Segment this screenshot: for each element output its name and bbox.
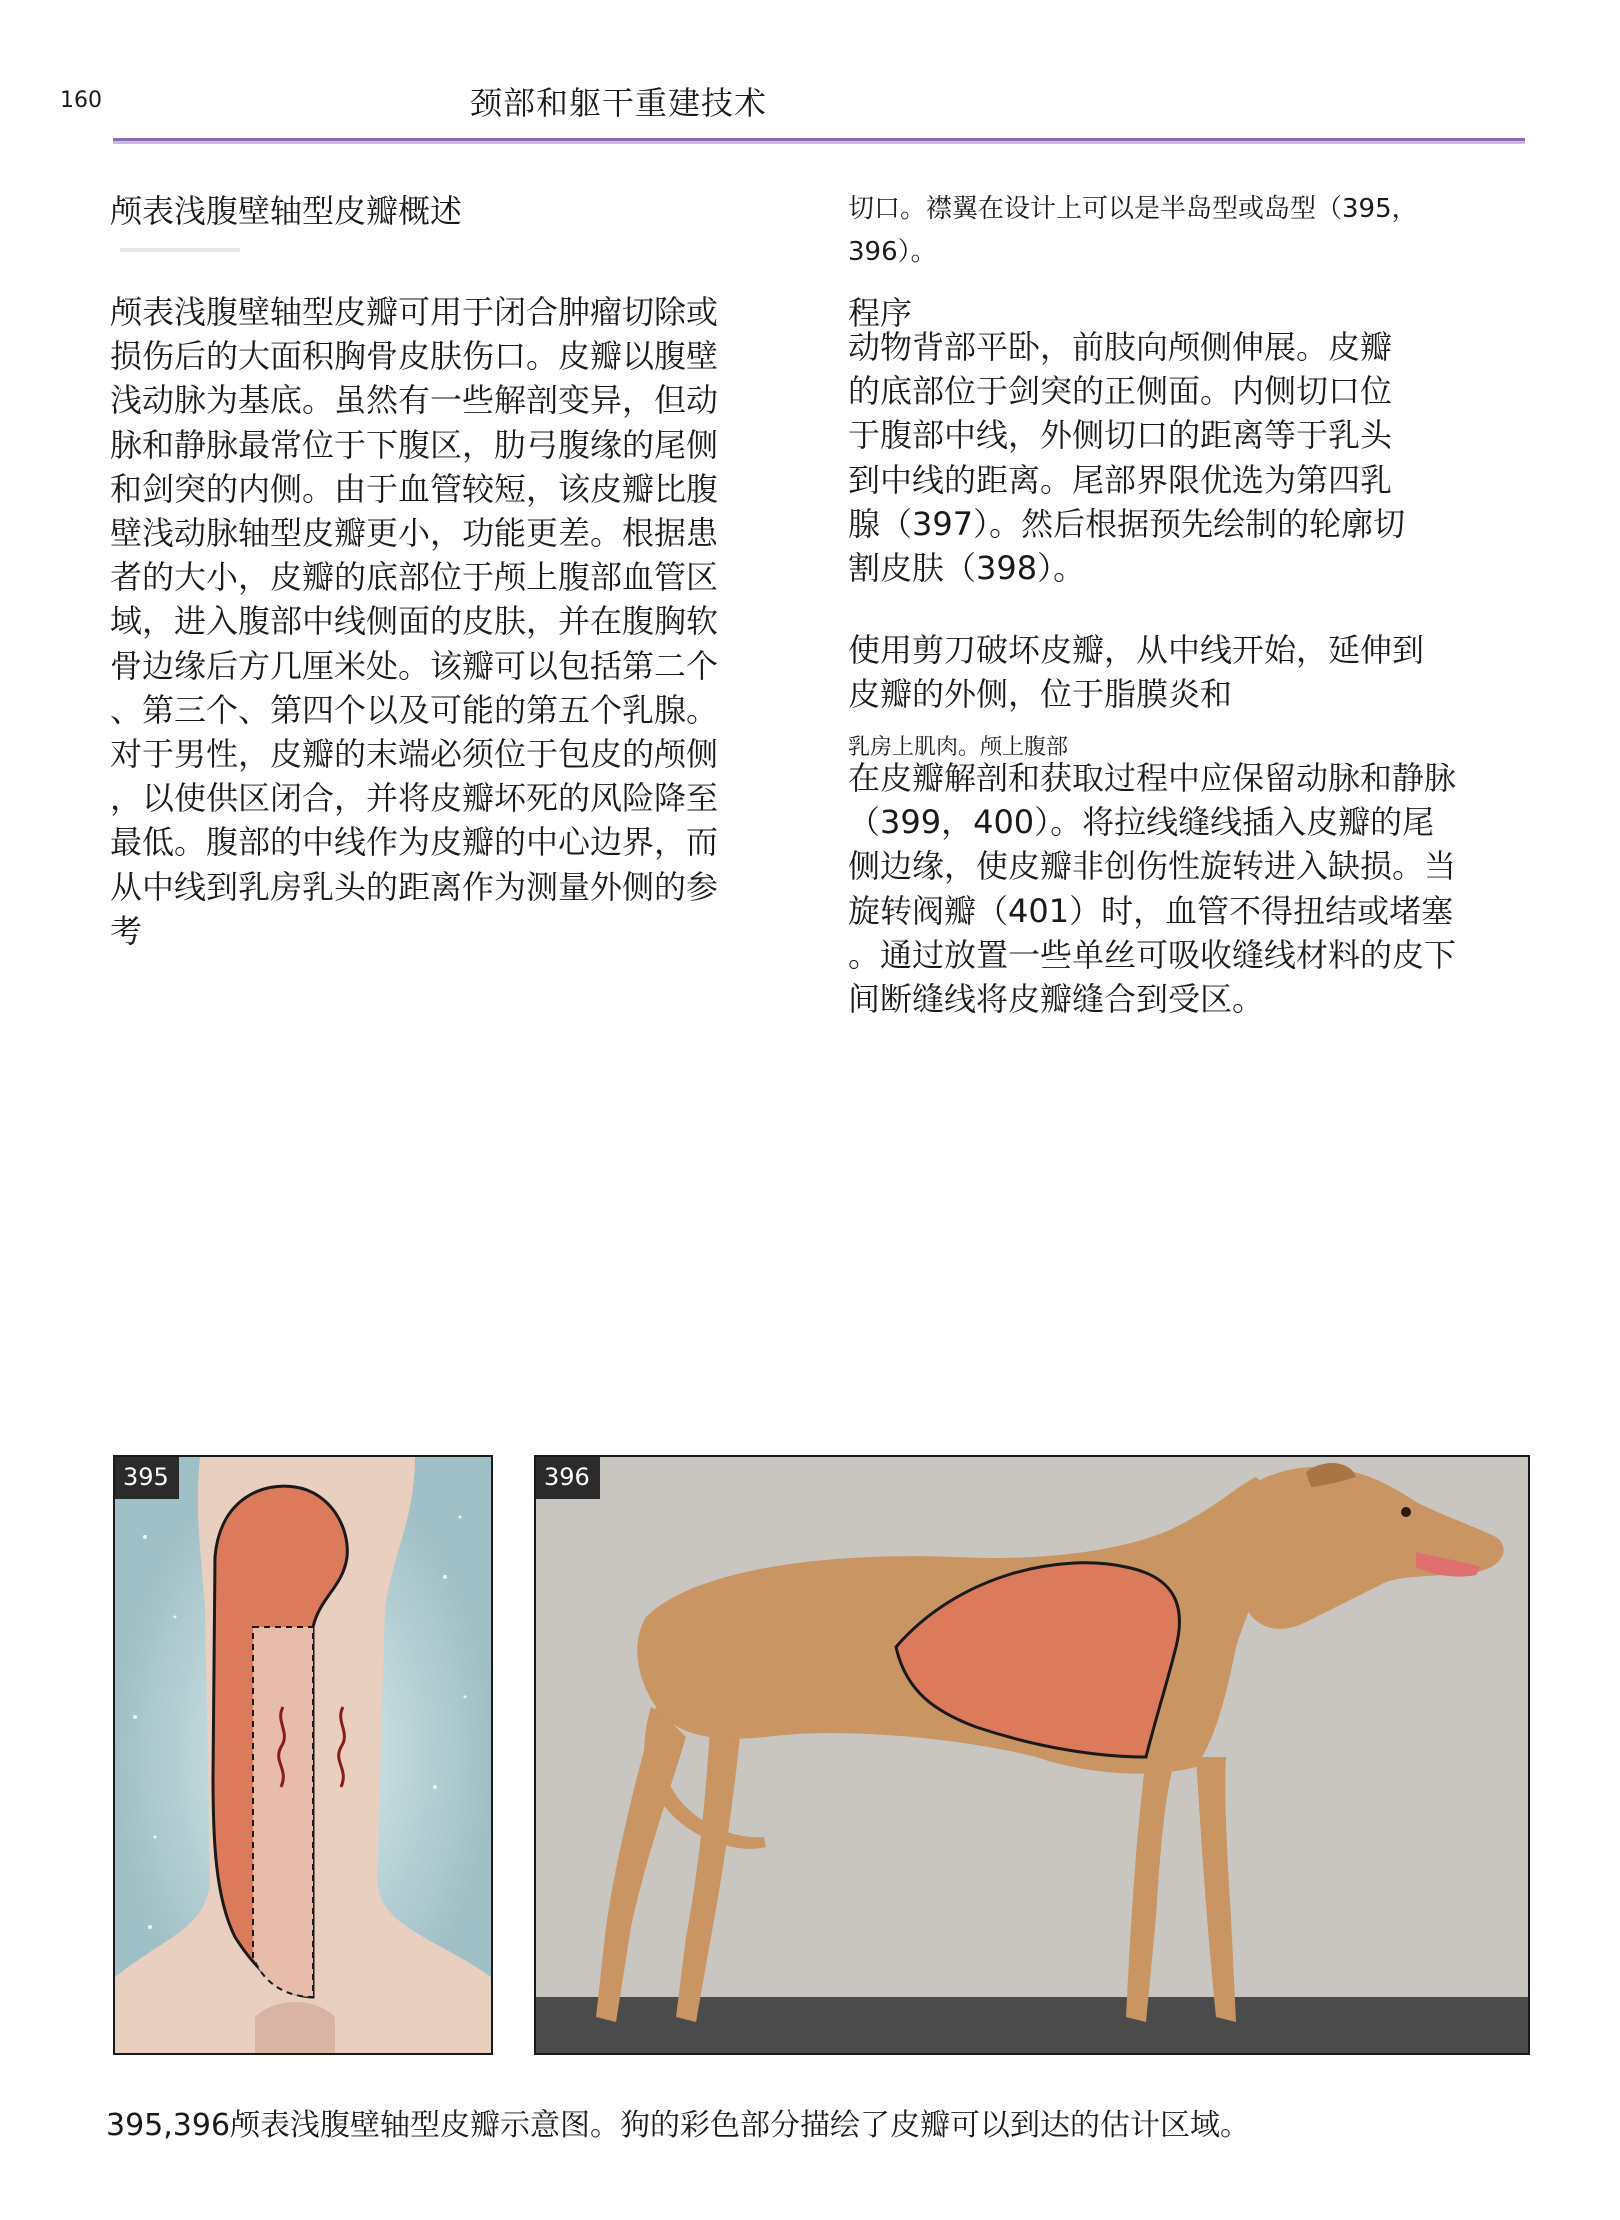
text-line: 到中线的距离。尾部界限优选为第四乳 [848,460,1393,499]
text-line: 切口。襟翼在设计上可以是半岛型或岛型（395， [848,194,1418,224]
text-line: 皮瓣的外侧，位于脂膜炎和 [848,675,1233,714]
left-paragraph [110,290,790,953]
figure-label: 395 [115,1457,179,1499]
figure-396 [534,1455,1530,2055]
page-number: 160 [60,88,102,113]
procedure-paragraph-2 [848,628,1508,716]
text-line: 对于男性，皮瓣的末端必须位于包皮的颅侧 [110,735,719,774]
text-line: 颅表浅腹壁轴型皮瓣可用于闭合肿瘤切除或 [110,293,719,331]
text-line: 、第三个、第四个以及可能的第五个乳腺。 [110,690,719,729]
text-line: 侧边缘，使皮瓣非创伤性旋转进入缺损。当 [848,847,1457,886]
text-line: 使用剪刀破坏皮瓣，从中线开始，延伸到 [848,631,1425,669]
text-line: 壁浅动脉轴型皮瓣更小，功能更差。根据患 [110,514,719,553]
header-rule [113,138,1525,144]
text-line: 间断缝线将皮瓣缝合到受区。 [848,980,1265,1019]
text-line: （399，400）。将拉线缝线插入皮瓣的尾 [848,803,1435,842]
dashed-donor-outline [253,1627,313,1997]
figure-label: 396 [536,1457,600,1499]
procedure-heading: 程序 [848,294,913,332]
text-line: 在皮瓣解剖和获取过程中应保留动脉和静脉 [848,759,1457,797]
text-line: 和剑突的内侧。由于血管较短，该皮瓣比腹 [110,469,719,508]
running-title: 颈部和躯干重建技术 [470,84,768,122]
right-intro [848,188,1488,274]
scan-smudge [120,248,240,252]
inline-note: 乳房上肌肉。颅上腹部 [848,735,1069,760]
text-line: 腺（397）。然后根据预先绘制的轮廓切 [848,504,1406,543]
procedure-paragraph-3 [848,756,1528,1021]
text-line: 者的大小，皮瓣的底部位于颅上腹部血管区 [110,558,719,597]
text-line: 396）。 [848,237,937,267]
text-line: 动物背部平卧，前肢向颅侧伸展。皮瓣 [848,328,1393,366]
text-line: 域，进入腹部中线侧面的皮肤，并在腹胸软 [110,602,719,641]
text-line: 的底部位于剑突的正侧面。内侧切口位 [848,372,1393,411]
text-line: 割皮肤（398）。 [848,549,1086,588]
figure-395-illustration [115,1457,491,2053]
procedure-paragraph-1 [848,325,1488,590]
dog-eye [1401,1507,1411,1517]
text-line: 骨边缘后方几厘米处。该瓣可以包括第二个 [110,646,719,685]
text-line: 浅动脉为基底。虽然有一些解剖变异，但动 [110,381,719,420]
figure-395 [113,1455,493,2055]
text-line: 旋转阀瓣（401）时，血管不得扭结或堵塞 [848,891,1454,930]
text-line: 考 [110,911,143,950]
text-line: ，以使供区闭合，并将皮瓣坏死的风险降至 [110,779,719,818]
text-line: 从中线到乳房乳头的距离作为测量外侧的参 [110,867,719,906]
figure-caption: 395,396颅表浅腹壁轴型皮瓣示意图。狗的彩色部分描绘了皮瓣可以到达的估计区域。 [106,2108,1251,2143]
figure-396-illustration [536,1457,1528,2053]
text-line: 损伤后的大面积胸骨皮肤伤口。皮瓣以腹壁 [110,337,719,376]
dog-groin [255,2002,335,2053]
section-heading: 颅表浅腹壁轴型皮瓣概述 [110,192,463,230]
text-line: 。通过放置一些单丝可吸收缝线材料的皮下 [848,935,1457,974]
text-line: 于腹部中线，外侧切口的距离等于乳头 [848,416,1393,455]
text-line: 最低。腹部的中线作为皮瓣的中心边界，而 [110,823,719,862]
text-line: 脉和静脉最常位于下腹区，肋弓腹缘的尾侧 [110,425,719,464]
